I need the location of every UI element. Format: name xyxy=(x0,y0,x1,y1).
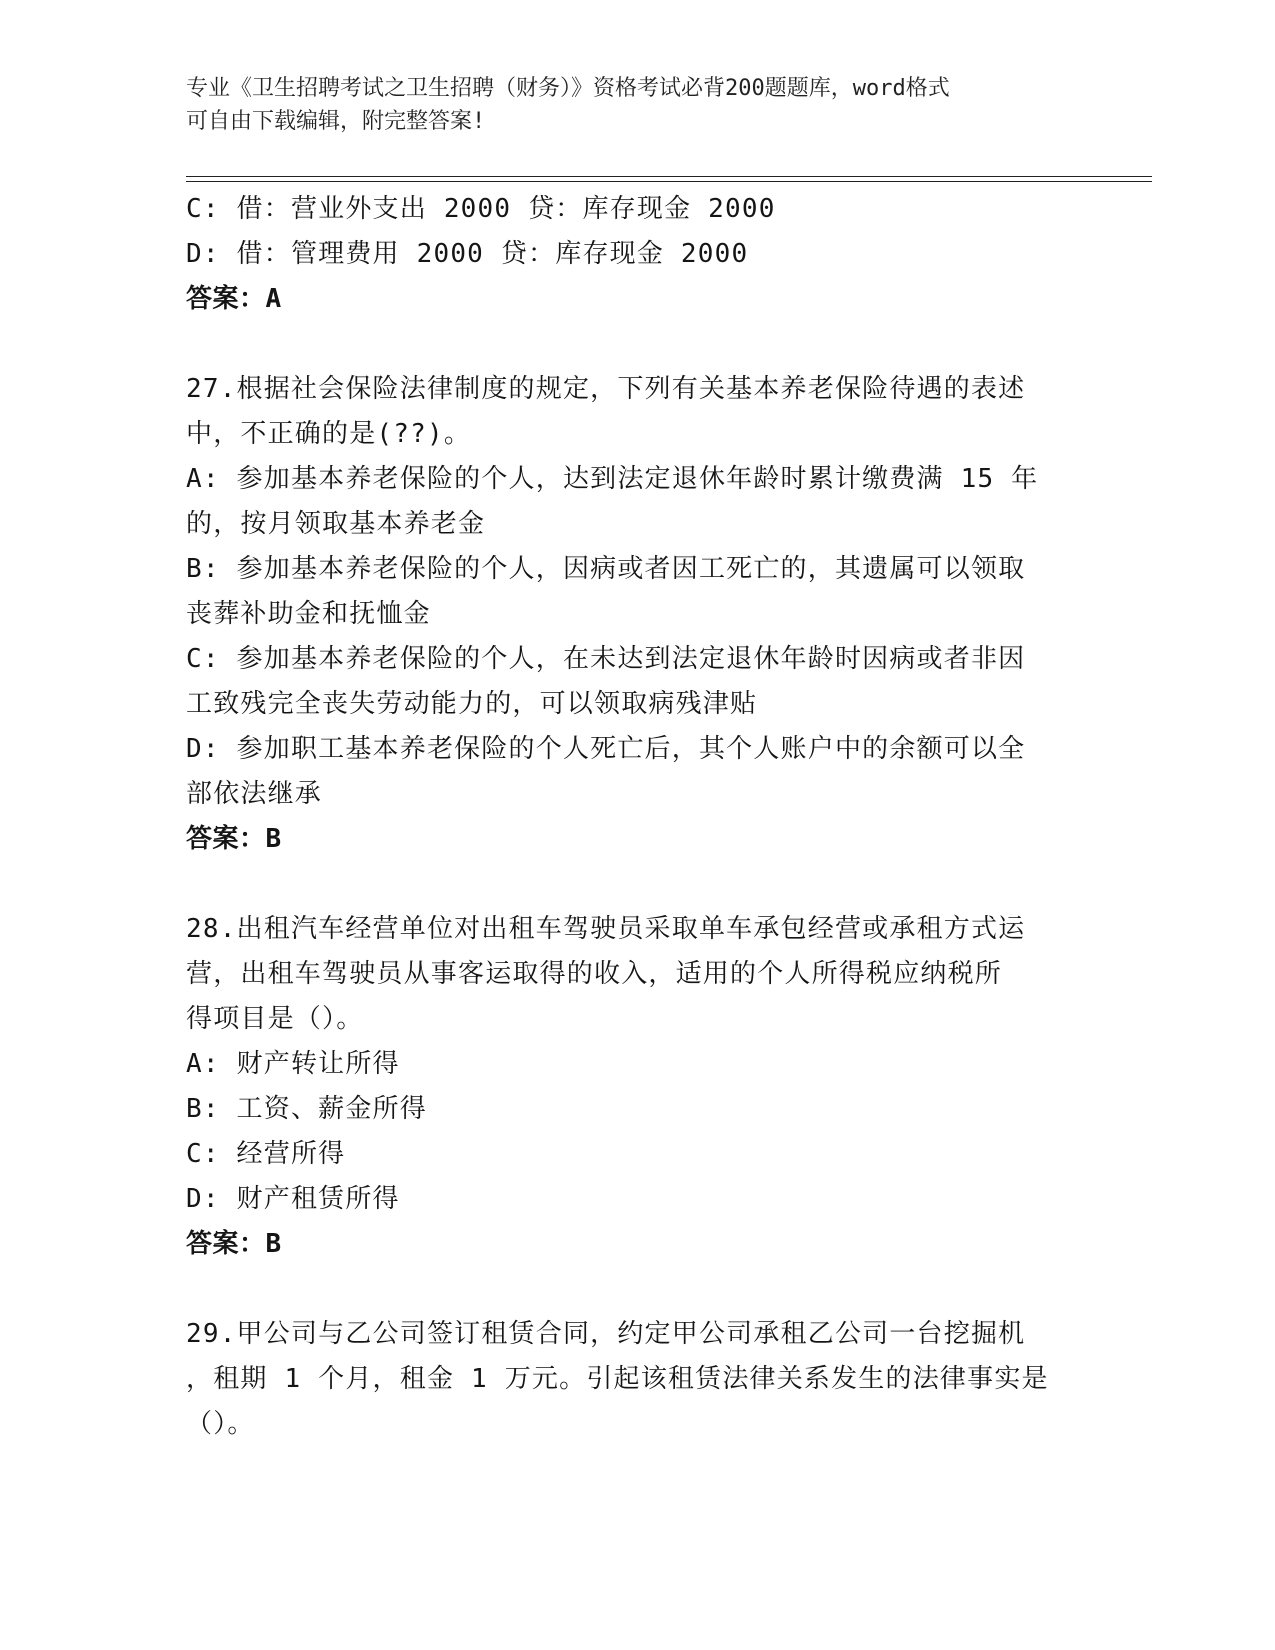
option-b: B: 参加基本养老保险的个人，因病或者因工死亡的，其遗属可以领取 xyxy=(186,554,1026,584)
answer-line: 答案：B xyxy=(186,824,282,854)
option-d: D: 财产租赁所得 xyxy=(186,1184,400,1214)
spacer xyxy=(186,322,1086,367)
option-b-cont: 丧葬补助金和抚恤金 xyxy=(186,599,431,629)
header-line-1: 专业《卫生招聘考试之卫生招聘（财务）》资格考试必背200题题库，word格式 xyxy=(186,76,950,101)
option-d: D: 参加职工基本养老保险的个人死亡后，其个人账户中的余额可以全 xyxy=(186,734,1026,764)
header-line-2: 可自由下载编辑，附完整答案! xyxy=(186,109,486,134)
question-text: 中，不正确的是(??)。 xyxy=(186,419,472,449)
header-divider-top xyxy=(186,176,1152,177)
answer-line: 答案：A xyxy=(186,284,282,314)
question-text: （）。 xyxy=(186,1409,255,1439)
option-d: D: 借：管理费用 2000 贷：库存现金 2000 xyxy=(186,239,749,269)
option-a: A: 参加基本养老保险的个人，达到法定退休年龄时累计缴费满 15 年 xyxy=(186,464,1039,494)
question-27 xyxy=(186,367,1086,862)
question-29 xyxy=(186,1312,1086,1447)
question-28 xyxy=(186,907,1086,1267)
option-d-cont: 部依法继承 xyxy=(186,779,323,809)
option-b: B: 工资、薪金所得 xyxy=(186,1094,427,1124)
option-c: C: 参加基本养老保险的个人，在未达到法定退休年龄时因病或者非因 xyxy=(186,644,1026,674)
option-c: C: 借：营业外支出 2000 贷：库存现金 2000 xyxy=(186,194,776,224)
spacer xyxy=(186,1267,1086,1312)
document-header xyxy=(186,72,1086,138)
question-text: 28.出租汽车经营单位对出租车驾驶员采取单车承包经营或承租方式运 xyxy=(186,914,1026,944)
question-text: 29.甲公司与乙公司签订租赁合同，约定甲公司承租乙公司一台挖掘机 xyxy=(186,1319,1026,1349)
option-a: A: 财产转让所得 xyxy=(186,1049,400,1079)
question-text: 得项目是（）。 xyxy=(186,1004,364,1034)
option-c: C: 经营所得 xyxy=(186,1139,346,1169)
question-text: 27.根据社会保险法律制度的规定，下列有关基本养老保险待遇的表述 xyxy=(186,374,1026,404)
answer-line: 答案：B xyxy=(186,1229,282,1259)
question-text: 营，出租车驾驶员从事客运取得的收入，适用的个人所得税应纳税所 xyxy=(186,959,1003,989)
spacer xyxy=(186,862,1086,907)
question-text: ，租期 1 个月，租金 1 万元。引起该租赁法律关系发生的法律事实是 xyxy=(186,1364,1049,1394)
option-a-cont: 的，按月领取基本养老金 xyxy=(186,509,486,539)
header-divider-bottom xyxy=(186,181,1152,182)
option-c-cont: 工致残完全丧失劳动能力的，可以领取病残津贴 xyxy=(186,689,758,719)
document-body xyxy=(186,187,1086,1447)
